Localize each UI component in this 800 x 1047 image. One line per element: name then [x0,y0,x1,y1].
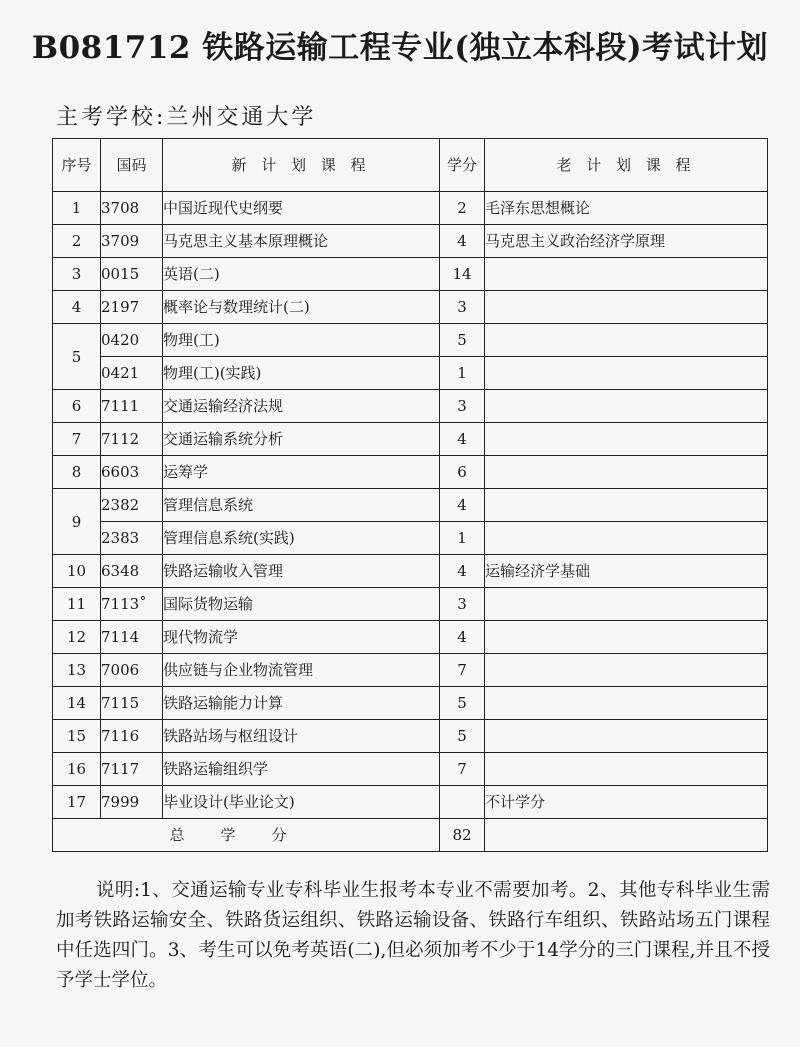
cell-seq: 3 [53,258,101,291]
cell-course: 交通运输经济法规 [163,390,440,423]
cell-seq: 7 [53,423,101,456]
cell-course: 交通运输系统分析 [163,423,440,456]
cell-old-course [485,357,768,390]
table-row [53,720,768,753]
cell-credit: 2 [440,192,485,225]
table-row [53,291,768,324]
cell-old-course: 毛泽东思想概论 [485,192,768,225]
cell-old-course: 不计学分 [485,786,768,819]
cell-old-course [485,753,768,786]
cell-code: 3709 [101,225,163,258]
cell-code: 2382 [101,489,163,522]
header-credit: 学分 [440,139,485,192]
cell-credit: 4 [440,423,485,456]
cell-code: 3708 [101,192,163,225]
cell-seq: 8 [53,456,101,489]
cell-seq: 4 [53,291,101,324]
cell-course: 铁路站场与枢纽设计 [163,720,440,753]
exam-plan-table [52,138,768,852]
cell-seq: 15 [53,720,101,753]
cell-credit: 1 [440,357,485,390]
cell-course: 毕业设计(毕业论文) [163,786,440,819]
header-old-course: 老 计 划 课 程 [485,139,768,192]
cell-course: 供应链与企业物流管理 [163,654,440,687]
cell-credit: 3 [440,291,485,324]
cell-code: 7117 [101,753,163,786]
table-row [53,390,768,423]
cell-course: 运筹学 [163,456,440,489]
cell-old-course [485,456,768,489]
cell-old-course [485,291,768,324]
cell-seq: 5 [53,324,101,390]
cell-old-course [485,522,768,555]
cell-credit: 7 [440,654,485,687]
cell-credit: 5 [440,324,485,357]
cell-code: 7999 [101,786,163,819]
cell-course: 现代物流学 [163,621,440,654]
table-row [53,357,768,390]
note-paragraph: 说明:1、交通运输专业专科毕业生报考本专业不需要加考。2、其他专科毕业生需加考铁路运输安全、铁路货运组织、铁路运输设备、铁路行车组织、铁路站场五门课程中任选四门。3、考生可以免考英语(二),但必须加考不少于14学分的三门课程,并且不授予学士学位。 [56,880,770,991]
cell-course: 铁路运输收入管理 [163,555,440,588]
cell-seq: 9 [53,489,101,555]
header-seq: 序号 [53,139,101,192]
cell-credit: 5 [440,720,485,753]
cell-seq: 16 [53,753,101,786]
table-row [53,588,768,621]
table-row [53,324,768,357]
cell-code: 7111 [101,390,163,423]
exam-school: 主考学校:兰州交通大学 [56,105,317,130]
cell-seq: 2 [53,225,101,258]
cell-code: 7116 [101,720,163,753]
table-row [53,753,768,786]
cell-seq: 1 [53,192,101,225]
cell-old-course: 运输经济学基础 [485,555,768,588]
table-row [53,654,768,687]
cell-course: 概率论与数理统计(二) [163,291,440,324]
cell-course: 管理信息系统(实践) [163,522,440,555]
cell-old-course: 马克思主义政治经济学原理 [485,225,768,258]
cell-old-course [485,621,768,654]
cell-seq: 6 [53,390,101,423]
cell-code: 6348 [101,555,163,588]
total-credits-value: 82 [440,819,485,852]
table-row [53,456,768,489]
cell-code: 7006 [101,654,163,687]
table-row [53,225,768,258]
cell-old-course [485,720,768,753]
cell-credit: 7 [440,753,485,786]
cell-credit: 3 [440,390,485,423]
table-row [53,555,768,588]
cell-code: 7113˚ [101,588,163,621]
cell-seq: 14 [53,687,101,720]
cell-code: 0421 [101,357,163,390]
cell-old-course [485,390,768,423]
cell-code: 7114 [101,621,163,654]
total-row [53,819,768,852]
cell-code: 6603 [101,456,163,489]
cell-old-course [485,654,768,687]
header-new-course: 新 计 划 课 程 [163,139,440,192]
cell-code: 0015 [101,258,163,291]
cell-seq: 10 [53,555,101,588]
cell-course: 国际货物运输 [163,588,440,621]
cell-credit: 4 [440,555,485,588]
cell-code: 7112 [101,423,163,456]
cell-seq: 17 [53,786,101,819]
table-row [53,489,768,522]
table-row [53,192,768,225]
cell-seq: 13 [53,654,101,687]
total-old-empty [485,819,768,852]
cell-course: 铁路运输组织学 [163,753,440,786]
table-row [53,786,768,819]
cell-course: 管理信息系统 [163,489,440,522]
cell-code: 2383 [101,522,163,555]
cell-seq: 11 [53,588,101,621]
cell-seq: 12 [53,621,101,654]
cell-course: 物理(工)(实践) [163,357,440,390]
total-credits-label: 总学分 [53,819,440,852]
cell-old-course [485,489,768,522]
document-title: B081712 铁路运输工程专业(独立本科段)考试计划 [31,30,769,66]
cell-old-course [485,324,768,357]
cell-credit: 1 [440,522,485,555]
cell-credit [440,786,485,819]
cell-credit: 4 [440,225,485,258]
table-row [53,687,768,720]
cell-old-course [485,423,768,456]
cell-credit: 6 [440,456,485,489]
cell-credit: 4 [440,489,485,522]
cell-credit: 4 [440,621,485,654]
cell-course: 中国近现代史纲要 [163,192,440,225]
table-row [53,522,768,555]
cell-course: 物理(工) [163,324,440,357]
cell-course: 英语(二) [163,258,440,291]
cell-code: 7115 [101,687,163,720]
cell-course: 铁路运输能力计算 [163,687,440,720]
cell-credit: 3 [440,588,485,621]
cell-credit: 14 [440,258,485,291]
cell-credit: 5 [440,687,485,720]
cell-code: 0420 [101,324,163,357]
cell-old-course [485,258,768,291]
header-code: 国码 [101,139,163,192]
cell-code: 2197 [101,291,163,324]
table-row [53,423,768,456]
table-row [53,621,768,654]
cell-course: 马克思主义基本原理概论 [163,225,440,258]
table-header-row [53,139,768,192]
cell-old-course [485,588,768,621]
table-row [53,258,768,291]
cell-old-course [485,687,768,720]
